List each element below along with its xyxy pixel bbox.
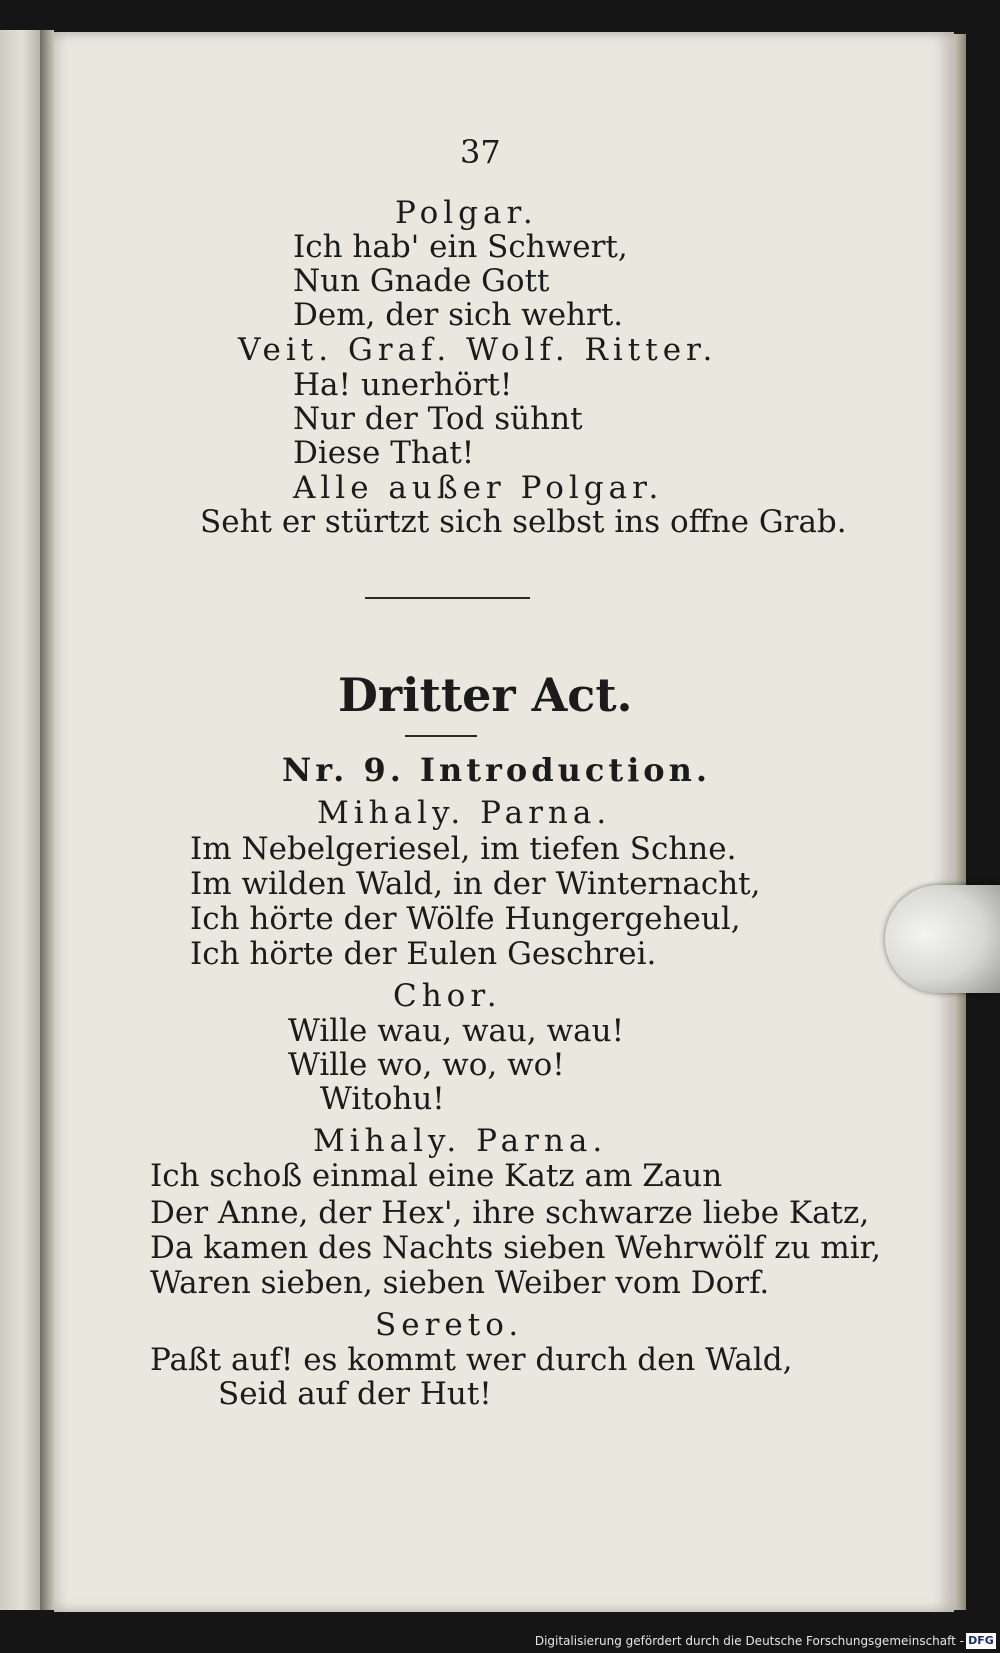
page-number: 37 xyxy=(460,133,501,171)
act-heading: Dritter Act. xyxy=(338,668,633,722)
book-spine xyxy=(40,30,54,1610)
verse-line: Paßt auf! es kommt wer durch den Wald, xyxy=(150,1342,793,1378)
verse-line: Ich schoß einmal eine Katz am Zaun xyxy=(150,1158,723,1194)
section-divider xyxy=(365,597,530,599)
verse-line: Ich hörte der Eulen Geschrei. xyxy=(190,936,657,972)
verse-line: Der Anne, der Hex', ihre schwarze liebe Katz, xyxy=(150,1195,870,1231)
verse-line: Wille wo, wo, wo! xyxy=(288,1047,565,1083)
speaker-mihaly-parna: Mihaly. Parna. xyxy=(313,1123,608,1159)
speaker-group: Veit. Graf. Wolf. Ritter. xyxy=(238,332,718,368)
speaker-alle: Alle außer Polgar. xyxy=(293,470,664,506)
dfg-logo: DFG xyxy=(966,1633,996,1649)
verse-line: Dem, der sich wehrt. xyxy=(293,297,624,333)
verse-line: Da kamen des Nachts sieben Wehrwölf zu mir, xyxy=(150,1230,881,1266)
verse-line: Witohu! xyxy=(320,1081,445,1117)
number-heading: Nr. 9. Introduction. xyxy=(282,751,712,789)
speaker-chor: Chor. xyxy=(393,978,502,1014)
verse-line: Im Nebelgeriesel, im tiefen Schne. xyxy=(190,831,737,867)
verse-line: Wille wau, wau, wau! xyxy=(288,1013,625,1049)
verse-line: Ich hörte der Wölfe Hungergeheul, xyxy=(190,901,741,937)
speaker-polgar: Polgar. xyxy=(395,195,538,231)
verse-line: Diese That! xyxy=(293,435,475,471)
verse-line: Im wilden Wald, in der Winternacht, xyxy=(190,866,761,902)
verse-line: Ha! unerhört! xyxy=(293,367,513,403)
speaker-sereto: Sereto. xyxy=(375,1307,524,1343)
footer-credit: Digitalisierung gefördert durch die Deutsche Forschungsgemeinschaft - xyxy=(534,1634,964,1648)
stage-direction: Seht er stürtzt sich selbst ins offne Grab. xyxy=(200,504,847,540)
previous-page-edge xyxy=(0,30,40,1610)
verse-line: Waren sieben, sieben Weiber vom Dorf. xyxy=(150,1265,770,1301)
page-stack-edge xyxy=(954,34,966,1610)
verse-line: Ich hab' ein Schwert, xyxy=(293,229,628,265)
verse-line: Seid auf der Hut! xyxy=(218,1376,492,1412)
heading-divider xyxy=(405,735,477,737)
verse-line: Nur der Tod sühnt xyxy=(293,401,583,437)
verse-line: Nun Gnade Gott xyxy=(293,263,550,299)
speaker-mihaly-parna: Mihaly. Parna. xyxy=(317,795,612,831)
page-clip xyxy=(885,885,1000,993)
